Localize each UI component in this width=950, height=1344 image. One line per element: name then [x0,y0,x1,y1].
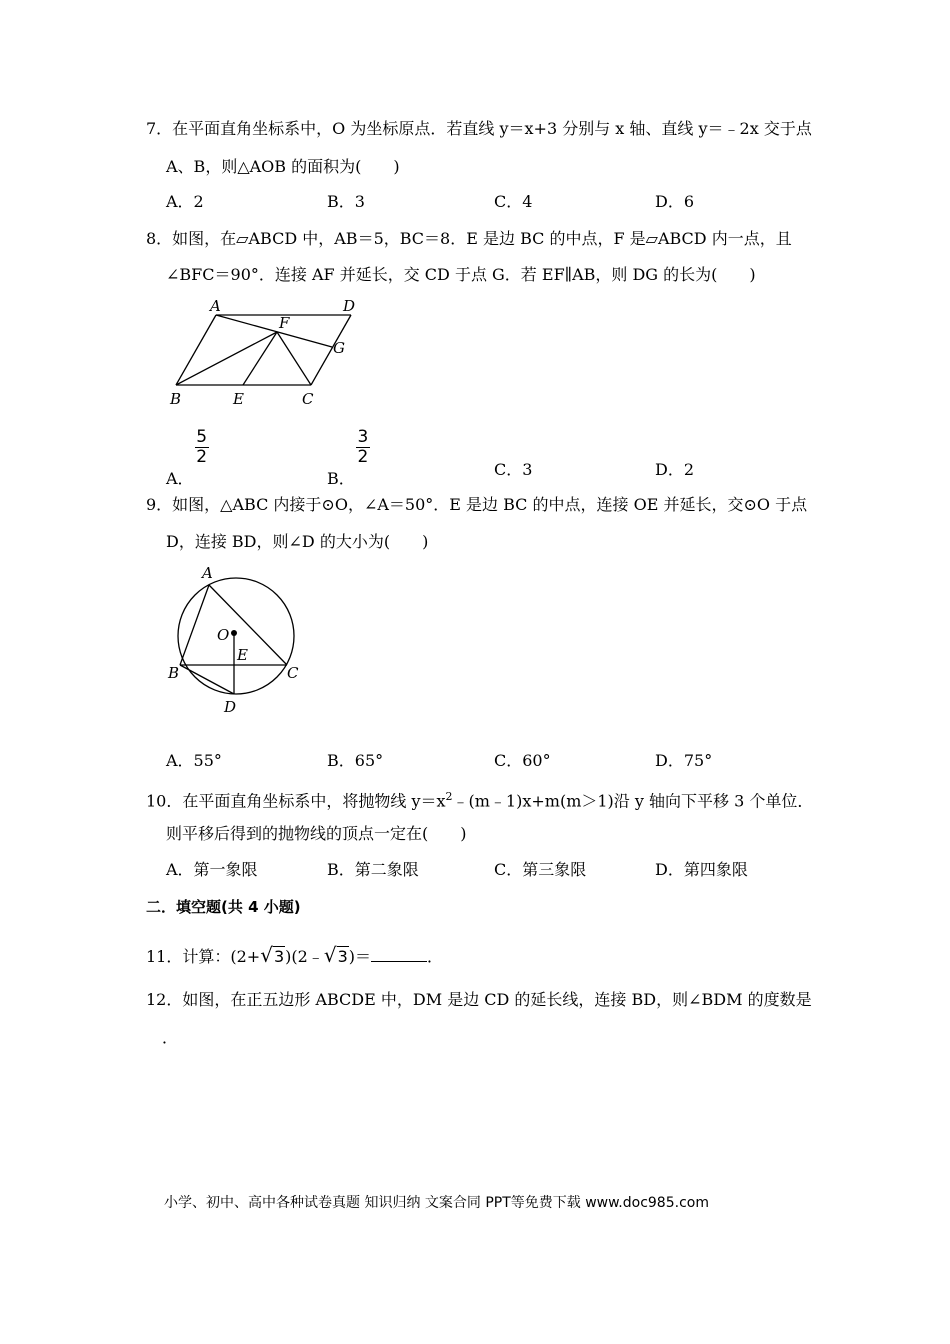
q8-option-a-label: A． [166,469,194,488]
q11-prefix: 11．计算：(2+ [146,947,261,966]
q7-line1: 7．在平面直角坐标系中，O 为坐标原点．若直线 y＝x+3 分别与 x 轴、直线 y＝﹣2x 交于点 [146,119,812,138]
fig8-label-e: E [233,390,244,408]
q12-line2: ． [162,1028,179,1047]
fig9-label-c: C [287,664,299,682]
fraction-denominator: 2 [196,447,208,467]
q11-end: ． [427,947,444,966]
segment-ab [180,585,209,665]
q8-parallelogram-figure [160,292,370,412]
q10-line2: 则平移后得到的抛物线的顶点一定在( ) [166,824,467,843]
q8-line2: ∠BFC＝90°．连接 AF 并延长，交 CD 于点 G．若 EF∥AB，则 DG 的长为( ) [166,265,756,284]
q8-line1: 8．如图，在▱ABCD 中，AB＝5，BC＝8．E 是边 BC 的中点，F 是▱ABCD 内一点，且 [146,229,792,248]
q11-sqrt-1: √3 [260,943,285,967]
q12-line1: 12．如图，在正五边形 ABCDE 中，DM 是边 CD 的延长线，连接 BD，则∠BDM 的度数是 [146,990,812,1009]
segment-ag [216,315,332,347]
q9-option-d: D．75° [655,751,713,770]
fig8-label-f: F [279,314,290,332]
q8-option-d: D．2 [655,460,695,479]
fig8-label-b: B [170,390,182,408]
q9-circle-figure [164,562,314,718]
q9-option-a: A．55° [166,751,222,770]
fig9-label-o: O [217,626,230,644]
fraction-denominator: 2 [357,447,369,467]
q10-option-c: C．第三象限 [494,860,587,879]
q9-line1: 9．如图，△ABC 内接于⊙O，∠A＝50°．E 是边 BC 的中点，连接 OE 并延长，交⊙O 于点 [146,495,808,514]
fig8-label-g: G [333,339,345,357]
radicand: 3 [337,947,348,966]
q10-option-b: B．第二象限 [327,860,419,879]
page-footer: 小学、初中、高中各种试卷真题 知识归纳 文案合同 PPT等免费下载 www.doc985.com [164,1195,709,1211]
q8-option-a-fraction [195,428,209,467]
q10-option-a: A．第一象限 [166,860,258,879]
fig8-label-d: D [343,297,356,315]
fig8-label-a: A [210,297,221,315]
q8-option-b-label: B． [327,469,355,488]
center-point [231,630,237,636]
q7-option-b: B．3 [327,192,365,211]
fig9-label-b: B [168,664,180,682]
q9-option-c: C．60° [494,751,551,770]
q11-answer-blank [371,947,427,962]
segment-ac [209,585,287,665]
q7-option-d: D．6 [655,192,695,211]
fraction-numerator: 5 [196,427,208,447]
q9-option-b: B．65° [327,751,384,770]
q9-line2: D，连接 BD，则∠D 的大小为( ) [166,532,429,551]
q8-option-b-fraction [356,428,370,467]
q10-exponent: 2 [445,790,453,803]
q8-option-c: C．3 [494,460,533,479]
q11-equals: )＝ [348,947,371,966]
q8-option-b [327,427,374,488]
q7-option-c: C．4 [494,192,533,211]
q10-line1-end: ﹣(m﹣1)x+m(m＞1)沿 y 轴向下平移 3 个单位． [452,791,814,811]
radicand: 3 [273,947,285,966]
q10-line1 [146,787,813,811]
fig9-label-e: E [237,646,248,664]
circle-o [178,578,294,694]
q10-line1-start: 10．在平面直角坐标系中，将抛物线 y＝x [146,791,446,811]
q8-option-a [166,427,213,488]
segment-ef [243,332,277,385]
q10-option-d: D．第四象限 [655,860,748,879]
segment-bd [180,665,234,694]
q7-line2: A、B，则△AOB 的面积为( ) [166,157,400,176]
fig9-label-d: D [224,698,237,716]
edge-cd [311,315,351,385]
q7-option-a: A．2 [166,192,204,211]
q11-middle: )(2﹣ [285,947,324,966]
fig9-label-a: A [202,564,213,582]
q11-sqrt-2: √3 [323,943,348,967]
fig8-label-c: C [302,390,314,408]
fraction-numerator: 3 [357,427,369,447]
q11-line [146,942,443,970]
section-fill-in-title: 二．填空题(共 4 小题) [146,898,301,916]
